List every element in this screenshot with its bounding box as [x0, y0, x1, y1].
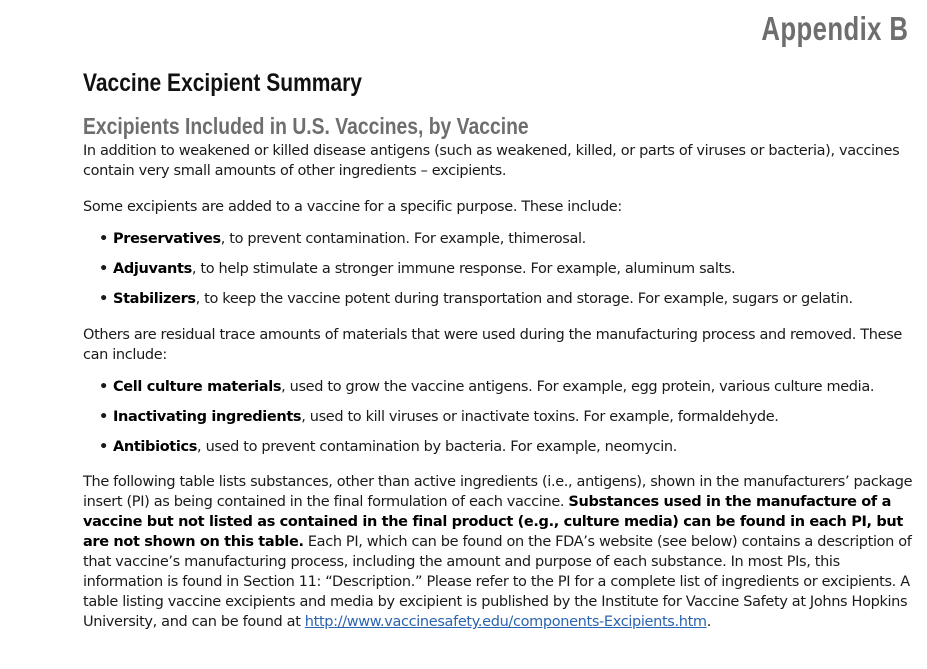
document-body [83, 68, 913, 632]
table-description-paragraph [83, 472, 913, 632]
list-item-text: , to prevent contamination. For example, thimerosal. [220, 231, 586, 247]
purpose-list [83, 229, 913, 309]
table-para-end: . [706, 614, 711, 630]
list-item-term: Preservatives [113, 231, 221, 247]
list-item-term: Stabilizers [113, 291, 196, 307]
table-para-text-continued: Each PI, which can be found on the FDA’s website (see below) contains a description of that vaccine’s manufacturing process, including the amount and purpose of each substance. In most PIs, this information is found in Section 11: “Description.” Please refer to the PI for a complete list of ingredients or excipients. A table listing vaccine excipients and media by excipient is published by the Institute for Vaccine Safety at Johns Hopkins University, and can be found at [83, 534, 912, 630]
list-item [99, 259, 913, 279]
list-item-text: , used to grow the vaccine antigens. For example, egg protein, various culture media. [281, 379, 875, 395]
page-title: Vaccine Excipient Summary [83, 69, 362, 97]
residual-list [83, 377, 913, 457]
residual-intro-paragraph: Others are residual trace amounts of materials that were used during the manufacturing process and removed. These can include: [83, 327, 902, 363]
section-subtitle: Excipients Included in U.S. Vaccines, by Vaccine [83, 113, 529, 139]
list-item [99, 407, 913, 427]
list-item-text: , used to kill viruses or inactivate toxins. For example, formaldehyde. [301, 409, 779, 425]
bullet-icon: • [99, 261, 108, 277]
purpose-intro-paragraph: Some excipients are added to a vaccine for a specific purpose. These include: [83, 199, 622, 215]
list-item-term: Inactivating ingredients [113, 409, 302, 425]
bullet-icon: • [99, 379, 108, 395]
bullet-icon: • [99, 231, 108, 247]
list-item [99, 289, 913, 309]
list-item [99, 229, 913, 249]
list-item-term: Cell culture materials [113, 379, 282, 395]
list-item-text: , to keep the vaccine potent during transportation and storage. For example, sugars or gelatin. [195, 291, 853, 307]
list-item-term: Adjuvants [113, 261, 192, 277]
intro-paragraph: In addition to weakened or killed disease antigens (such as weakened, killed, or parts of viruses or bacteria), vaccines contain very small amounts of other ingredients – excipients. [83, 143, 900, 179]
list-item-text: , used to prevent contamination by bacteria. For example, neomycin. [197, 439, 677, 455]
bullet-icon: • [99, 439, 108, 455]
list-item-text: , to help stimulate a stronger immune response. For example, aluminum salts. [191, 261, 736, 277]
table-para-bold-note: Substances used in the manufacture of a vaccine but not listed as contained in the final product (e.g., culture media) can be found in each PI, but are not shown on this table. [83, 494, 903, 550]
table-para-text: The following table lists substances, other than active ingredients (i.e., antigens), shown in the manufacturers’ package insert (PI) as being contained in the final formulation of each vaccine. [83, 474, 913, 510]
appendix-label: Appendix B [761, 10, 908, 47]
bullet-icon: • [99, 409, 108, 425]
list-item-term: Antibiotics [113, 439, 198, 455]
list-item [99, 377, 913, 397]
vaccinesafety-link[interactable]: http://www.vaccinesafety.edu/components-Excipients.htm [304, 614, 707, 630]
list-item [99, 437, 913, 457]
bullet-icon: • [99, 291, 108, 307]
